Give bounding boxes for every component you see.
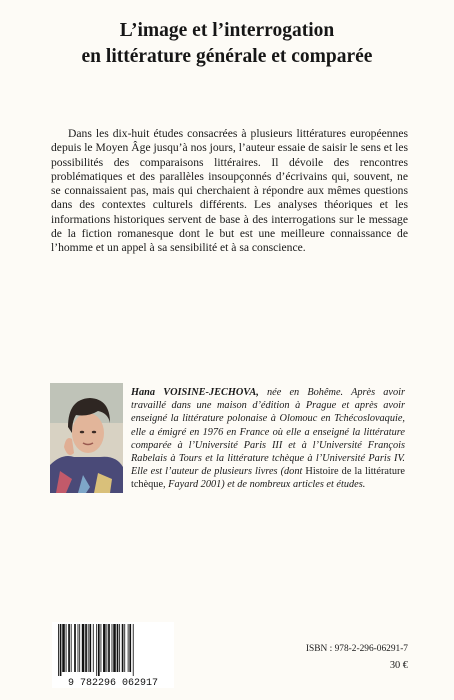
author-biography: [131, 386, 405, 492]
barcode-bar: [82, 624, 85, 672]
barcode: [52, 622, 174, 688]
barcode-bar: [79, 624, 80, 672]
barcode-bar: [129, 624, 131, 672]
barcode-bar: [98, 624, 100, 676]
barcode-bar: [106, 624, 107, 672]
title-line-2: en littérature générale et comparée: [81, 46, 373, 67]
book-summary: Dans les dix-huit études consacrées à plusieurs littératures européennes depuis le Moyen Âge jusqu’à nos jours, l’auteur essaie de saisir le sens et les possibilités des comparaisons littéraires. Il dévoile des rencontres problématiques et des parallèles insoupçonnés d’écrivains qui, souvent, ne se connaissaient pas, mais qui cherchaient à répondre aux mêmes questions dans des contextes culturels différents. Les analyses théoriques et les informations historiques servent de base à des interrogations sur le message de la fiction romanesque dont le but est une meilleure connaissance de l’homme et un appel à sa sensibilité et à sa conscience.: [51, 127, 408, 255]
barcode-bar: [133, 624, 134, 676]
barcode-bar: [124, 624, 125, 672]
barcode-bar: [60, 624, 62, 676]
barcode-bar: [68, 624, 70, 672]
barcode-bar: [117, 624, 119, 672]
barcode-bar: [128, 624, 129, 672]
barcode-bar: [74, 624, 76, 672]
barcode-bar: [89, 624, 91, 672]
barcode-bar: [71, 624, 72, 672]
bio-text-part-2: , Fayard 2001) et de nombreux articles et études.: [163, 479, 366, 491]
book-reference-title: Histoire de la littérature tchèque: [131, 466, 405, 491]
barcode-bar: [78, 624, 79, 672]
isbn: ISBN : 978-2-296-06291-7: [305, 644, 408, 654]
author-name: Hana VOISINE-JECHOVA,: [131, 387, 259, 398]
barcode-bar: [112, 624, 113, 672]
barcode-bar: [96, 624, 97, 676]
barcode-bar: [122, 624, 124, 672]
title-line-1: L’image et l’interrogation: [119, 20, 335, 41]
barcode-bar: [108, 624, 110, 672]
bio-text-part-1: née en Bohême. Après avoir travaillé dans une maison d’édition à Prague et après avoir enseigné la littérature polonaise à Olomouc en Tchécoslovaquie, elle a émigré en 1976 en France où elle a enseigné la littérature comparée à l’Université Paris III et à l’Université François Rabelais à Tours et la littérature tchèque à l’Université Paris IV. Elle est l’auteur de plusieurs livres (dont: [131, 387, 405, 478]
barcode-bar: [66, 624, 67, 672]
barcode-bar: [93, 624, 94, 672]
barcode-bar: [62, 624, 65, 672]
barcode-digits: 9 782296 062917: [67, 678, 159, 688]
barcode-bar: [101, 624, 102, 672]
barcode-bar: [88, 624, 89, 672]
barcode-bar: [85, 624, 87, 672]
price: 30 €: [389, 660, 408, 671]
barcode-bar: [119, 624, 120, 672]
barcode-bar: [58, 624, 59, 676]
barcode-bar: [103, 624, 106, 672]
barcode-bar: [113, 624, 116, 672]
book-title: [0, 18, 454, 70]
author-photo: [50, 383, 123, 493]
